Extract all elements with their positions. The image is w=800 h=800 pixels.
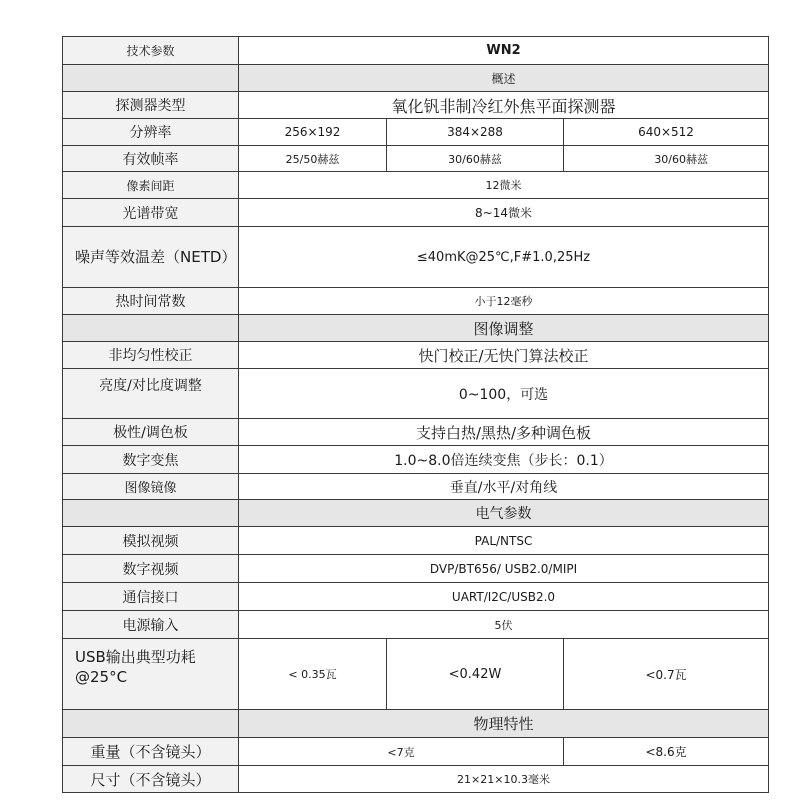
row-label: 电源输入: [63, 611, 239, 639]
row-label: 通信接口: [63, 583, 239, 611]
row-value: 小于12毫秒: [239, 288, 769, 315]
row-value: 25/50赫兹: [239, 146, 387, 172]
row-value: 256×192: [239, 119, 387, 146]
table-row: [63, 555, 769, 583]
row-label: 数字视频: [63, 555, 239, 583]
section-electrical: 电气参数: [239, 500, 769, 527]
table-row: [63, 146, 769, 172]
row-value: 5伏: [239, 611, 769, 639]
row-value: <0.7瓦: [564, 639, 769, 710]
table-row: [63, 199, 769, 227]
row-value: ≤40mK@25℃,F#1.0,25Hz: [239, 227, 769, 288]
table-row: [63, 369, 769, 419]
row-value: 30/60赫兹: [387, 146, 564, 172]
spec-table: [62, 36, 768, 793]
row-label: 光谱带宽: [63, 199, 239, 227]
row-label: 亮度/对比度调整: [63, 369, 239, 419]
row-label: 探测器类型: [63, 92, 239, 119]
table-row: [63, 172, 769, 199]
row-label: 重量（不含镜头）: [63, 738, 239, 766]
row-value: 氧化钒非制冷红外焦平面探测器: [239, 92, 769, 119]
section-physical: 物理特性: [239, 710, 769, 738]
row-value: UART/I2C/USB2.0: [239, 583, 769, 611]
section-row: [63, 500, 769, 527]
row-value: <7克: [239, 738, 564, 766]
section-overview: 概述: [239, 65, 769, 92]
row-value: 384×288: [387, 119, 564, 146]
model-name: WN2: [239, 37, 769, 65]
row-value: <0.42W: [387, 639, 564, 710]
row-value: DVP/BT656/ USB2.0/MIPI: [239, 555, 769, 583]
row-label: 分辨率: [63, 119, 239, 146]
row-value: 1.0~8.0倍连续变焦（步长：0.1）: [239, 446, 769, 474]
table-row: [63, 288, 769, 315]
row-value: 支持白热/黑热/多种调色板: [239, 419, 769, 446]
table-row: [63, 583, 769, 611]
table-row: [63, 766, 769, 793]
row-label: USB输出典型功耗@25°C: [63, 639, 239, 710]
row-label: 极性/调色板: [63, 419, 239, 446]
table-row: [63, 92, 769, 119]
table-row: [63, 639, 769, 710]
section-row: [63, 315, 769, 342]
section-row: [63, 65, 769, 92]
row-value: < 0.35瓦: [239, 639, 387, 710]
table-row: [63, 227, 769, 288]
table-row: [63, 119, 769, 146]
row-label: 热时间常数: [63, 288, 239, 315]
table-row: [63, 37, 769, 65]
row-label: 数字变焦: [63, 446, 239, 474]
spec-table-grid: [62, 36, 769, 793]
header-label: 技术参数: [63, 37, 239, 65]
table-row: [63, 342, 769, 369]
table-row: [63, 611, 769, 639]
row-label: 有效帧率: [63, 146, 239, 172]
row-label: 非均匀性校正: [63, 342, 239, 369]
table-row: [63, 419, 769, 446]
row-label: 像素间距: [63, 172, 239, 199]
row-value: 21×21×10.3毫米: [239, 766, 769, 793]
row-label: 模拟视频: [63, 527, 239, 555]
row-label: 噪声等效温差（NETD）: [63, 227, 239, 288]
row-value: 快门校正/无快门算法校正: [239, 342, 769, 369]
table-row: [63, 527, 769, 555]
row-value: 12微米: [239, 172, 769, 199]
section-row: [63, 710, 769, 738]
row-value: 0~100，可选: [239, 369, 769, 419]
row-value: PAL/NTSC: [239, 527, 769, 555]
table-row: [63, 446, 769, 474]
row-label: 图像镜像: [63, 474, 239, 500]
section-image: 图像调整: [239, 315, 769, 342]
row-label: 尺寸（不含镜头）: [63, 766, 239, 793]
row-value: 8~14微米: [239, 199, 769, 227]
row-value: 垂直/水平/对角线: [239, 474, 769, 500]
table-row: [63, 474, 769, 500]
row-value: <8.6克: [564, 738, 769, 766]
row-value: 640×512: [564, 119, 769, 146]
row-value: 30/60赫兹: [564, 146, 769, 172]
table-row: [63, 738, 769, 766]
